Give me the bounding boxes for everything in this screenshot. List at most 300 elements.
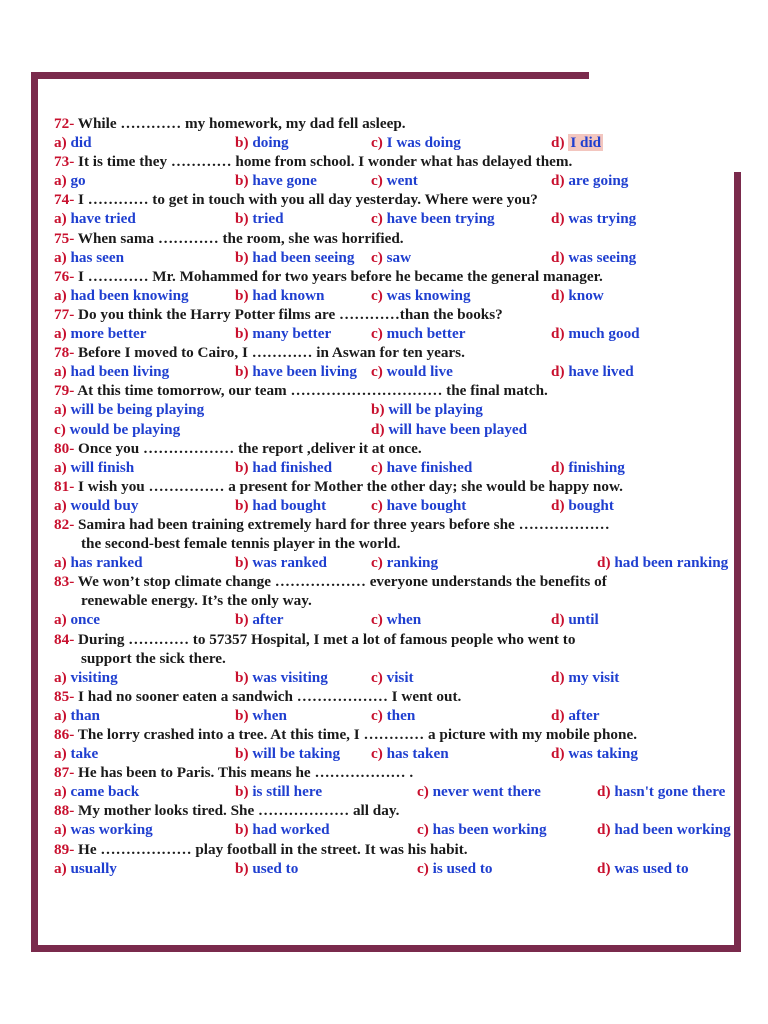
question-stem — [54, 114, 734, 133]
option-letter: a) — [54, 286, 67, 304]
option-text: was visiting — [252, 668, 328, 686]
question-number: 78- — [54, 344, 75, 362]
question-stem — [54, 152, 734, 171]
option-text: had been ranking — [614, 554, 729, 572]
answer-option — [235, 209, 284, 228]
question-number: 86- — [54, 726, 75, 743]
option-letter: d) — [597, 554, 611, 572]
answer-option — [371, 133, 461, 152]
option-text: is still here — [252, 783, 323, 801]
option-text: much better — [386, 325, 466, 343]
option-text: went — [386, 172, 418, 190]
answer-option — [371, 706, 415, 725]
answer-option — [235, 171, 317, 190]
option-letter: d) — [597, 821, 611, 839]
option-text: had worked — [252, 821, 330, 839]
question-stem — [54, 515, 734, 534]
question-text: He has been to Paris. This means he ……………… . — [78, 764, 414, 782]
option-letter: c) — [371, 668, 383, 686]
option-letter: c) — [371, 554, 383, 572]
answer-option — [551, 458, 625, 477]
answer-option — [235, 133, 289, 152]
option-letter: d) — [551, 363, 565, 381]
answer-option — [551, 706, 600, 725]
option-text: have tried — [70, 210, 136, 228]
answer-option — [551, 668, 619, 687]
answer-option — [235, 668, 328, 687]
question-number: 87- — [54, 764, 75, 782]
option-letter: b) — [235, 134, 249, 152]
answer-option — [371, 744, 449, 763]
answer-option — [597, 859, 689, 878]
option-text: has taken — [386, 745, 449, 763]
question-stem — [54, 687, 734, 706]
options-row — [54, 286, 734, 305]
option-letter: b) — [235, 611, 249, 629]
option-letter: d) — [551, 706, 565, 724]
question-number: 88- — [54, 802, 75, 820]
option-letter: a) — [54, 248, 67, 266]
question-text: Samira had been training extremely hard for three years before she ……………… — [78, 515, 610, 533]
option-text: will be playing — [388, 401, 483, 419]
question-text: Do you think the Harry Potter films are …………than the books? — [78, 305, 503, 323]
options-row — [54, 171, 734, 190]
question-stem — [54, 267, 734, 286]
option-letter: b) — [235, 859, 249, 877]
answer-option — [597, 782, 725, 801]
option-text: have lived — [568, 363, 634, 381]
option-letter: a) — [54, 859, 67, 877]
answer-option — [235, 744, 340, 763]
option-letter: c) — [371, 286, 383, 304]
option-text: had been seeing — [252, 248, 355, 266]
question-number: 79- — [54, 382, 75, 400]
question-list — [54, 114, 734, 878]
option-text: then — [386, 706, 416, 724]
answer-option — [54, 496, 138, 515]
option-letter: d) — [551, 325, 565, 343]
question-stem — [54, 343, 734, 362]
answer-option — [54, 553, 143, 572]
answer-option — [54, 400, 204, 419]
answer-option — [371, 496, 466, 515]
option-letter: d) — [551, 458, 565, 476]
question-text: I had no sooner eaten a sandwich ……………… I went out. — [78, 687, 462, 705]
options-row — [54, 324, 734, 343]
option-text: once — [70, 611, 100, 629]
option-letter: c) — [371, 172, 383, 190]
option-text: much good — [568, 325, 640, 343]
option-text: hasn't gone there — [614, 783, 726, 801]
answer-option — [54, 458, 134, 477]
option-text: usually — [70, 859, 117, 877]
answer-option — [597, 553, 728, 572]
option-text: tried — [252, 210, 284, 228]
option-letter: b) — [235, 706, 249, 724]
options-row — [54, 496, 734, 515]
question-text: My mother looks tired. She ……………… all day. — [78, 802, 400, 820]
option-letter: b) — [235, 286, 249, 304]
options-row — [54, 362, 734, 381]
option-letter: c) — [371, 210, 383, 228]
option-letter: b) — [235, 783, 249, 801]
option-text: was taking — [568, 745, 638, 763]
option-letter: b) — [235, 668, 249, 686]
option-letter: d) — [551, 210, 565, 228]
question-text: It is time they ………… home from school. I wonder what has delayed them. — [78, 153, 573, 171]
question-number: 85- — [54, 687, 75, 705]
option-letter: a) — [54, 496, 67, 514]
option-text: bought — [568, 496, 614, 514]
question-stem — [54, 305, 734, 324]
answer-option — [371, 324, 465, 343]
answer-option — [597, 820, 731, 839]
option-text: would be playing — [69, 420, 181, 438]
option-letter: c) — [371, 611, 383, 629]
answer-option — [551, 362, 634, 381]
question-stem — [54, 439, 734, 458]
option-letter: c) — [371, 134, 383, 152]
answer-option — [54, 209, 136, 228]
question-stem — [54, 534, 734, 553]
question-number: 74- — [54, 191, 75, 209]
option-text: when — [386, 611, 422, 629]
option-letter: d) — [551, 286, 565, 304]
option-letter: b) — [235, 554, 249, 572]
answer-option — [54, 324, 147, 343]
option-text: many better — [252, 325, 332, 343]
answer-option — [371, 362, 453, 381]
option-text: my visit — [568, 668, 620, 686]
option-letter: c) — [417, 821, 429, 839]
question-number: 80- — [54, 439, 75, 457]
question-stem — [54, 840, 734, 859]
option-letter: c) — [371, 745, 383, 763]
option-letter: a) — [54, 363, 67, 381]
question-text: renewable energy. It’s the only way. — [81, 592, 312, 610]
option-text: was ranked — [252, 554, 327, 572]
option-text: has been working — [432, 821, 547, 839]
option-text: are going — [568, 172, 629, 190]
answer-option — [371, 209, 495, 228]
option-letter: c) — [371, 496, 383, 514]
answer-option — [235, 458, 332, 477]
question-number: 76- — [54, 267, 75, 285]
option-letter: a) — [54, 210, 67, 228]
option-text: did — [70, 134, 92, 152]
answer-option — [551, 209, 636, 228]
option-letter: b) — [371, 401, 385, 419]
option-letter: d) — [551, 496, 565, 514]
question-text: He ……………… play football in the street. It was his habit. — [78, 840, 468, 858]
answer-option — [551, 324, 640, 343]
option-text: until — [568, 611, 599, 629]
options-row — [54, 209, 734, 228]
question-text: support the sick there. — [81, 649, 226, 667]
answer-option — [551, 610, 599, 629]
option-letter: b) — [235, 496, 249, 514]
answer-option — [371, 286, 471, 305]
option-letter: c) — [417, 859, 429, 877]
option-letter: b) — [235, 210, 249, 228]
answer-option — [235, 859, 298, 878]
options-row — [54, 420, 734, 439]
answer-option — [54, 248, 124, 267]
question-text: I ………… to get in touch with you all day yesterday. Where were you? — [78, 191, 538, 209]
question-number: 81- — [54, 477, 75, 495]
question-stem — [54, 763, 734, 782]
answer-option — [417, 782, 541, 801]
option-text: after — [568, 706, 600, 724]
answer-option — [371, 420, 527, 439]
option-text: had bought — [252, 496, 327, 514]
answer-option — [551, 496, 614, 515]
option-letter: b) — [235, 248, 249, 266]
option-letter: a) — [54, 401, 67, 419]
frame-border-top — [31, 72, 589, 79]
option-letter: d) — [551, 134, 565, 152]
answer-option — [54, 133, 92, 152]
option-text: visit — [386, 668, 414, 686]
option-letter: c) — [371, 248, 383, 266]
option-letter: a) — [54, 325, 67, 343]
answer-option — [54, 706, 100, 725]
answer-option — [54, 286, 189, 305]
option-letter: a) — [54, 821, 67, 839]
option-letter: d) — [551, 745, 565, 763]
option-text: was trying — [568, 210, 637, 228]
option-letter: b) — [235, 745, 249, 763]
option-letter: d) — [371, 420, 385, 438]
option-letter: d) — [597, 783, 611, 801]
option-text: came back — [70, 783, 140, 801]
option-text: had been working — [614, 821, 731, 839]
answer-option — [54, 171, 86, 190]
answer-option — [551, 286, 604, 305]
frame-border-left — [31, 72, 38, 952]
option-text: will finish — [70, 458, 135, 476]
options-row — [54, 859, 734, 878]
answer-option — [54, 859, 117, 878]
option-letter: a) — [54, 458, 67, 476]
answer-option — [417, 820, 547, 839]
option-text: when — [252, 706, 287, 724]
option-text: ranking — [386, 554, 439, 572]
question-stem — [54, 591, 734, 610]
question-stem — [54, 630, 734, 649]
question-text: Once you ……………… the report ,deliver it at once. — [78, 439, 422, 457]
answer-option — [235, 286, 325, 305]
question-text: When sama ………… the room, she was horrified. — [77, 229, 404, 247]
question-number: 73- — [54, 153, 75, 171]
answer-option — [235, 820, 330, 839]
question-text: The lorry crashed into a tree. At this time, I ………… a picture with my mobile phone. — [77, 726, 638, 743]
option-text: had finished — [252, 458, 333, 476]
answer-option — [551, 171, 628, 190]
answer-option — [371, 171, 418, 190]
option-letter: c) — [417, 783, 429, 801]
question-text: We won’t stop climate change ……………… everyone understands the benefits of — [77, 573, 607, 591]
option-text: had been living — [70, 363, 170, 381]
answer-option — [235, 362, 357, 381]
options-row — [54, 553, 734, 572]
question-stem — [54, 229, 734, 248]
option-text: will have been played — [388, 420, 528, 438]
answer-option — [54, 820, 153, 839]
option-text: saw — [386, 248, 412, 266]
question-stem — [54, 649, 734, 668]
question-stem — [54, 801, 734, 820]
option-text: than — [70, 706, 100, 724]
answer-option — [235, 782, 322, 801]
options-row — [54, 458, 734, 477]
options-row — [54, 744, 734, 763]
options-row — [54, 782, 734, 801]
option-letter: b) — [235, 363, 249, 381]
options-row — [54, 248, 734, 267]
option-text: have been living — [252, 363, 357, 381]
option-text: will be taking — [252, 745, 341, 763]
option-text: will be being playing — [70, 401, 205, 419]
option-text: have finished — [386, 458, 473, 476]
option-letter: a) — [54, 706, 67, 724]
option-text: was working — [70, 821, 153, 839]
question-text: I wish you …………… a present for Mother the other day; she would be happy now. — [78, 477, 623, 495]
answer-option — [54, 782, 139, 801]
options-row — [54, 668, 734, 687]
option-text: I did — [570, 134, 602, 152]
answer-option — [235, 248, 354, 267]
option-letter: a) — [54, 554, 67, 572]
question-stem — [54, 190, 734, 209]
answer-option — [371, 610, 421, 629]
answer-option — [235, 553, 327, 572]
option-letter: c) — [54, 420, 66, 438]
option-letter: d) — [551, 611, 565, 629]
option-text: has ranked — [70, 554, 143, 572]
option-text: have gone — [252, 172, 317, 190]
question-text: Before I moved to Cairo, I ………… in Aswan for ten years. — [78, 344, 465, 362]
option-text: doing — [252, 134, 289, 152]
option-text: would live — [386, 363, 453, 381]
option-text: go — [70, 172, 86, 190]
option-letter: a) — [54, 745, 67, 763]
option-text: is used to — [432, 859, 493, 877]
option-letter: a) — [54, 783, 67, 801]
option-letter: c) — [371, 706, 383, 724]
option-text: used to — [252, 859, 299, 877]
option-letter: a) — [54, 134, 67, 152]
frame-border-bottom — [31, 945, 741, 952]
option-letter: d) — [597, 859, 611, 877]
option-text: visiting — [70, 668, 118, 686]
answer-option — [54, 744, 98, 763]
option-text: after — [252, 611, 284, 629]
option-text: was seeing — [568, 248, 637, 266]
option-letter: c) — [371, 363, 383, 381]
answer-option — [54, 420, 180, 439]
option-text: never went there — [432, 783, 541, 801]
option-letter: b) — [235, 325, 249, 343]
option-text: has seen — [70, 248, 125, 266]
question-stem — [54, 572, 734, 591]
answer-option — [371, 668, 414, 687]
question-number: 89- — [54, 840, 75, 858]
options-row — [54, 400, 734, 419]
question-number: 82- — [54, 515, 75, 533]
options-row — [54, 133, 734, 152]
question-number: 77- — [54, 305, 75, 323]
question-number: 75- — [54, 229, 75, 247]
question-text: During ………… to 57357 Hospital, I met a lot of famous people who went to — [78, 630, 576, 648]
option-text: I was doing — [386, 134, 461, 152]
answer-option — [417, 859, 493, 878]
option-letter: a) — [54, 172, 67, 190]
option-text: take — [70, 745, 99, 763]
question-number: 83- — [54, 573, 75, 591]
question-text: the second-best female tennis player in the world. — [81, 535, 401, 553]
option-letter: c) — [371, 325, 383, 343]
answer-option — [235, 324, 331, 343]
answer-option — [551, 133, 603, 152]
option-text: more better — [70, 325, 147, 343]
option-text: know — [568, 286, 604, 304]
option-text: have bought — [386, 496, 467, 514]
answer-option — [235, 496, 326, 515]
option-letter: b) — [235, 172, 249, 190]
option-letter: d) — [551, 248, 565, 266]
option-text: had been knowing — [70, 286, 189, 304]
answer-option — [551, 248, 636, 267]
option-text: have been trying — [386, 210, 495, 228]
answer-option — [551, 744, 638, 763]
answer-option — [54, 362, 169, 381]
question-number: 72- — [54, 115, 75, 132]
question-number: 84- — [54, 630, 75, 648]
options-row — [54, 610, 734, 629]
option-letter: b) — [235, 458, 249, 476]
frame-border-right — [734, 172, 741, 952]
answer-option — [54, 668, 118, 687]
question-text: At this time tomorrow, our team ………………………… the final match. — [77, 382, 548, 400]
option-letter: a) — [54, 668, 67, 686]
option-text: was used to — [614, 859, 689, 877]
answer-option — [54, 610, 100, 629]
option-letter: b) — [235, 821, 249, 839]
question-stem — [54, 477, 734, 496]
question-stem — [54, 725, 734, 744]
options-row — [54, 820, 734, 839]
option-letter: d) — [551, 172, 565, 190]
answer-option — [371, 400, 483, 419]
question-text: I ………… Mr. Mohammed for two years before he became the general manager. — [78, 267, 603, 285]
answer-option — [235, 706, 287, 725]
question-stem — [54, 381, 734, 400]
answer-option — [235, 610, 284, 629]
answer-option — [371, 248, 411, 267]
option-text: had known — [252, 286, 325, 304]
options-row — [54, 706, 734, 725]
option-text: was knowing — [386, 286, 471, 304]
answer-option — [371, 553, 438, 572]
option-letter: d) — [551, 668, 565, 686]
option-text: finishing — [568, 458, 625, 476]
answer-option — [371, 458, 472, 477]
option-letter: a) — [54, 611, 67, 629]
option-letter: c) — [371, 458, 383, 476]
question-text: While ………… my homework, my dad fell asleep. — [77, 115, 406, 132]
option-text: would buy — [70, 496, 139, 514]
